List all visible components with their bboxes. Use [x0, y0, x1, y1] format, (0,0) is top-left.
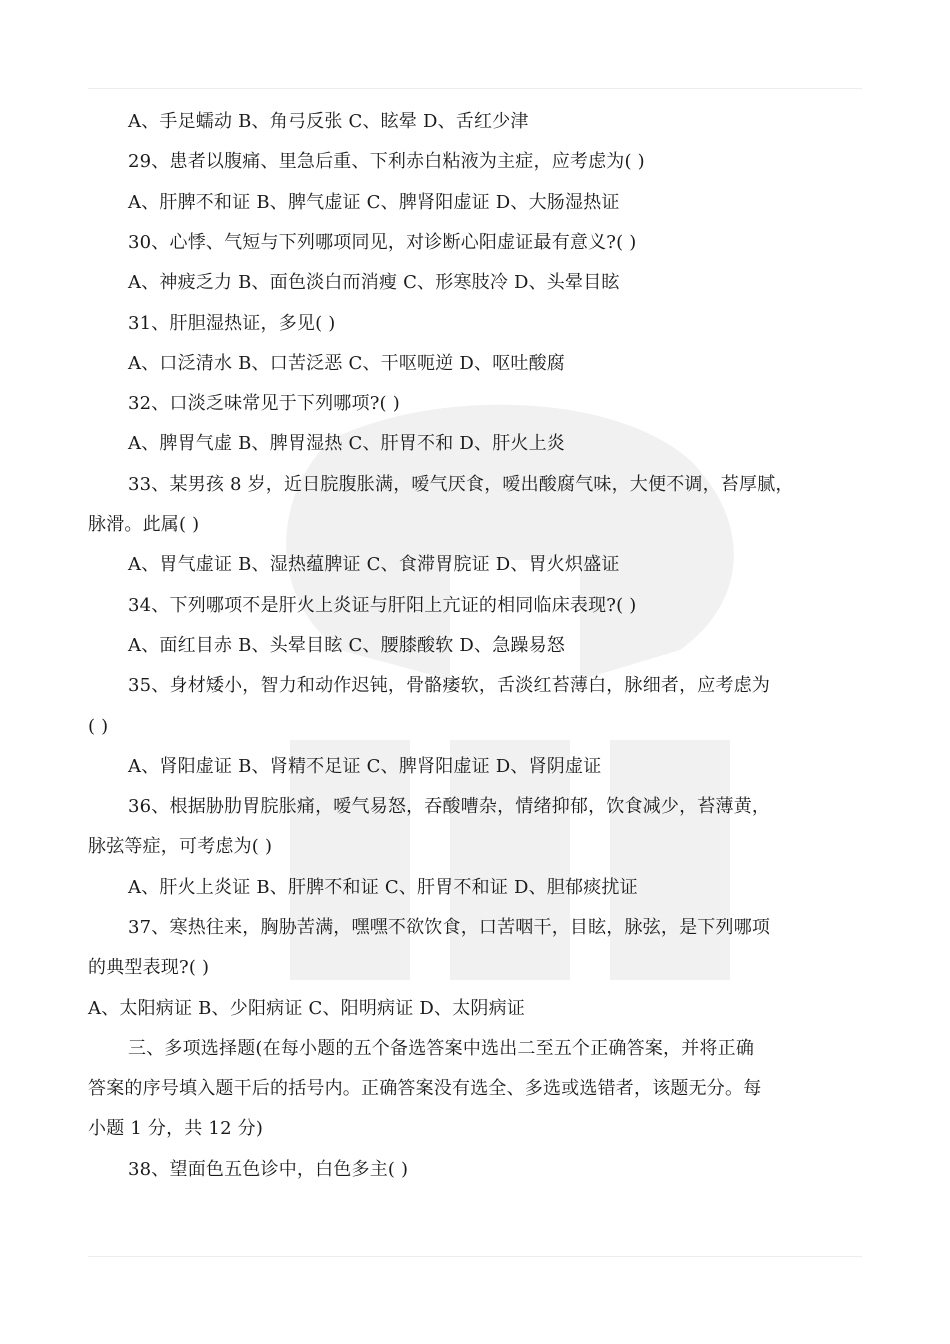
text-line: 29、患者以腹痛、里急后重、下利赤白粘液为主症，应考虑为( ) [128, 151, 645, 172]
text-line: A、胃气虚证 B、湿热蕴脾证 C、食滞胃脘证 D、胃火炽盛证 [128, 554, 620, 575]
text-line: 小题 1 分，共 12 分) [88, 1118, 264, 1139]
text-line: 34、下列哪项不是肝火上炎证与肝阳上亢证的相同临床表现?( ) [128, 595, 637, 616]
bottom-rule [88, 1256, 862, 1257]
text-line: 脉弦等症，可考虑为( ) [88, 836, 273, 857]
text-line: 35、身材矮小，智力和动作迟钝，骨骼痿软，舌淡红苔薄白，脉细者，应考虑为 [128, 675, 771, 696]
text-line: 36、根据胁肋胃脘胀痛，嗳气易怒，吞酸嘈杂，情绪抑郁，饮食减少，苔薄黄， [128, 796, 771, 817]
text-line: A、手足蠕动 B、角弓反张 C、眩晕 D、舌红少津 [128, 111, 529, 132]
text-line: 30、心悸、气短与下列哪项同见，对诊断心阳虚证最有意义?( ) [128, 232, 637, 253]
text-line: 的典型表现?( ) [88, 957, 210, 978]
text-line: A、口泛清水 B、口苦泛恶 C、干呕呃逆 D、呕吐酸腐 [128, 353, 565, 374]
text-line: 三、多项选择题(在每小题的五个备选答案中选出二至五个正确答案，并将正确 [128, 1038, 755, 1059]
text-line: 38、望面色五色诊中，白色多主( ) [128, 1159, 409, 1180]
text-line: A、肝火上炎证 B、肝脾不和证 C、肝胃不和证 D、胆郁痰扰证 [128, 877, 638, 898]
text-line: 32、口淡乏味常见于下列哪项?( ) [128, 393, 400, 414]
text-line: ( ) [88, 716, 109, 737]
text-line: A、肝脾不和证 B、脾气虚证 C、脾肾阳虚证 D、大肠湿热证 [128, 192, 620, 213]
text-line: 答案的序号填入题干后的括号内。正确答案没有选全、多选或选错者，该题无分。每 [88, 1078, 762, 1099]
text-line: A、太阳病证 B、少阳病证 C、阳明病证 D、太阴病证 [88, 998, 525, 1019]
text-line: 37、寒热往来，胸胁苦满，嘿嘿不欲饮食，口苦咽干，目眩，脉弦，是下列哪项 [128, 917, 771, 938]
text-line: 33、某男孩 8 岁，近日脘腹胀满，嗳气厌食，嗳出酸腐气味，大便不调，苔厚腻， [128, 474, 794, 495]
text-line: A、面红目赤 B、头晕目眩 C、腰膝酸软 D、急躁易怒 [128, 635, 565, 656]
text-line: 31、肝胆湿热证，多见( ) [128, 313, 336, 334]
text-line: 脉滑。此属( ) [88, 514, 200, 535]
text-line: A、神疲乏力 B、面色淡白而消瘦 C、形寒肢冷 D、头晕目眩 [128, 272, 620, 293]
text-line: A、肾阳虚证 B、肾精不足证 C、脾肾阳虚证 D、肾阴虚证 [128, 756, 602, 777]
text-line: A、脾胃气虚 B、脾胃湿热 C、肝胃不和 D、肝火上炎 [128, 433, 565, 454]
top-rule [88, 88, 862, 89]
